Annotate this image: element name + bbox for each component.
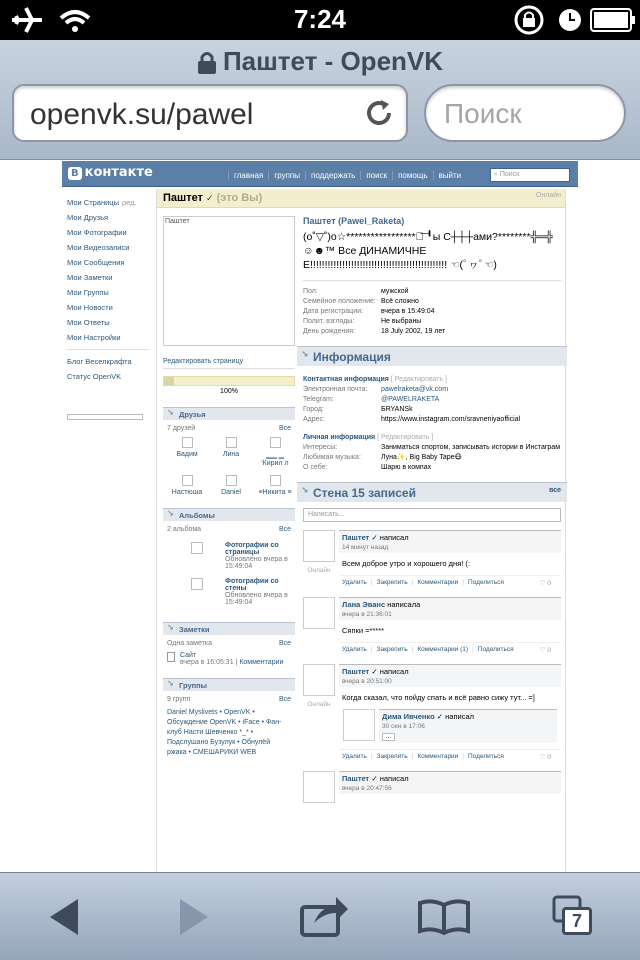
progress-text: 100% xyxy=(220,388,238,395)
url-text[interactable]: openvk.su/pawel xyxy=(30,98,254,131)
nav-support[interactable]: поддержать xyxy=(305,171,360,180)
album-item[interactable]: Фотографии со стены Обновлено вчера в 15:49:04 xyxy=(163,574,295,610)
wall-post: Онлайн Паштет ✓ написал 14 минут назад Всем доброе утро и хорошего дня! (: Удалить | Закрепить | Комментарии | Поделиться ♡ 0 xyxy=(303,530,561,589)
menu-friends[interactable]: Мои Друзья xyxy=(67,213,109,222)
search-icon: ⌕ xyxy=(494,171,500,178)
edit-page-link[interactable]: Редактировать страницу xyxy=(163,358,295,369)
comments-button[interactable]: Комментарии (1) xyxy=(417,646,469,653)
groups-all-link[interactable]: Все xyxy=(278,696,291,703)
email-link[interactable]: pawelraketa@vk.com xyxy=(381,386,449,393)
friends-header[interactable]: ↘ Друзья xyxy=(163,407,295,420)
menu-widget xyxy=(67,414,143,420)
vk-header xyxy=(62,161,578,187)
web-viewport xyxy=(0,161,640,872)
wall-post: Онлайн Паштет ✓ написал вчера в 20:51:00 Когда сказал, что пойду спать и всё равно сижу тут... =] Дима Ивченко ✓ написал 30 сен в 17:06 ... Удалить | Закрепить | Комментарии | Поделиться ♡ 0 xyxy=(303,664,561,763)
bookmarks-icon[interactable] xyxy=(418,899,470,935)
you-label: (это Вы) xyxy=(216,192,263,204)
vk-search-input[interactable]: ⌕ Поиск xyxy=(490,168,570,182)
profile-content xyxy=(156,189,566,872)
friend-item[interactable]: Вадим xyxy=(167,437,207,467)
delete-button[interactable]: Удалить xyxy=(342,579,367,586)
post-author[interactable]: Лана Эванс xyxy=(342,600,386,609)
like-button[interactable]: ♡ 0 xyxy=(539,580,551,587)
personal-edit-link[interactable]: [ Редактировать ] xyxy=(377,434,434,441)
side-menu xyxy=(67,195,149,420)
profile-name: Паштет xyxy=(163,192,203,204)
address-bar[interactable] xyxy=(12,84,408,142)
comments-button[interactable]: Комментарии xyxy=(417,579,459,586)
post-text: Когда сказал, что пойду спать и всё равно сижу тут... =] xyxy=(342,693,535,702)
search-field[interactable] xyxy=(424,84,626,142)
browser-toolbar xyxy=(0,872,640,960)
post-author[interactable]: Паштет xyxy=(342,533,370,542)
menu-photos[interactable]: Мои Фотографии xyxy=(67,228,127,237)
wall-post: Лана Эванс написала вчера в 21:36:01 Сяпки =***** Удалить | Закрепить | Комментарии (1) | Поделиться ♡ 0 xyxy=(303,597,561,656)
menu-my-page[interactable]: Мои Страницы ред. xyxy=(67,198,137,207)
menu-edit-link[interactable]: ред. xyxy=(122,198,137,207)
contact-info-title: Контактная информация [ Редактировать ] xyxy=(303,376,447,383)
share-button[interactable]: Поделиться xyxy=(468,579,504,586)
note-comments-link[interactable]: Комментарии xyxy=(239,659,284,666)
groups-header[interactable]: ↘ Группы xyxy=(163,678,295,691)
friend-item[interactable]: Лина xyxy=(211,437,251,467)
menu-replies[interactable]: Мои Ответы xyxy=(67,318,110,327)
wall-header[interactable]: ↘ Стена 15 записей все xyxy=(297,482,567,502)
online-status: Онлайн xyxy=(535,192,561,199)
post-avatar[interactable] xyxy=(303,597,335,629)
info-header[interactable]: ↘ Информация xyxy=(297,346,567,366)
menu-news[interactable]: Мои Новости xyxy=(67,303,113,312)
left-column xyxy=(163,216,295,758)
friend-item[interactable]: Daniel xyxy=(211,475,251,496)
post-actions: Удалить | Закрепить | Комментарии | Поделиться ♡ 0 xyxy=(339,749,561,763)
profile-progress xyxy=(163,376,295,386)
repost-avatar[interactable] xyxy=(343,709,375,741)
wall-post: Паштет ✓ написал вчера в 20:47:56 xyxy=(303,771,561,803)
groups-block xyxy=(163,678,295,758)
post-actions: Удалить | Закрепить | Комментарии (1) | Поделиться ♡ 0 xyxy=(339,642,561,656)
profile-name-bar xyxy=(157,189,565,208)
share-icon[interactable] xyxy=(300,893,350,939)
friend-avatar xyxy=(270,475,281,486)
comments-button[interactable]: Комментарии xyxy=(417,753,459,760)
share-button[interactable]: Поделиться xyxy=(477,646,514,653)
groups-list[interactable]: Daniel Myslivets • OpenVK • Обсуждение OpenVK • iFace • Фан- клуб Насти Шевченко *_* • Подслушано Бузулук • Обнулёй ржака • СМЕШАРИКИ WEB xyxy=(167,709,282,756)
expand-button[interactable]: ... xyxy=(382,733,395,741)
groups-count: 9 групп xyxy=(167,696,191,703)
albums-all-link[interactable]: Все xyxy=(278,526,291,533)
clock: 7:24 xyxy=(293,4,347,34)
albums-header[interactable]: ↘ Альбомы xyxy=(163,508,295,521)
forward-icon[interactable] xyxy=(176,897,212,937)
albums-count: 2 альбома xyxy=(167,526,202,533)
battery-icon xyxy=(590,8,636,32)
menu-divider xyxy=(67,349,149,350)
personal-info-title: Личная информация [ Редактировать ] xyxy=(303,434,434,441)
reposted-post: Дима Ивченко ✓ написал 30 сен в 17:06 ... xyxy=(343,709,557,743)
search-placeholder: Поиск xyxy=(444,98,522,129)
nav-logout[interactable]: выйти xyxy=(433,171,467,180)
notes-count: Одна заметка xyxy=(167,640,212,647)
menu-notes[interactable]: Мои Заметки xyxy=(67,273,113,282)
friends-grid xyxy=(163,437,295,496)
repost-author[interactable]: Дима Ивченко xyxy=(382,712,435,721)
rotation-lock-icon xyxy=(512,4,546,36)
friend-avatar xyxy=(182,475,193,486)
notes-header[interactable]: ↘ Заметки xyxy=(163,622,295,635)
avatar[interactable]: Паштет xyxy=(163,216,295,346)
delete-button[interactable]: Удалить xyxy=(342,753,367,760)
menu-settings[interactable]: Мои Настройки xyxy=(67,333,121,342)
post-text: Всем доброе утро и хорошего дня! (: xyxy=(342,559,471,568)
album-cover xyxy=(191,542,203,554)
friend-avatar xyxy=(226,437,237,448)
wall-post-input[interactable]: Написать... xyxy=(303,508,561,522)
telegram-link[interactable]: @PAWELRAKETA xyxy=(381,396,440,403)
verified-icon: ✓ xyxy=(206,193,214,203)
post-avatar[interactable] xyxy=(303,771,335,803)
post-author[interactable]: Паштет xyxy=(342,774,370,783)
friend-avatar xyxy=(226,475,237,486)
post-text: Сяпки =***** xyxy=(342,626,385,635)
pin-button[interactable]: Закрепить xyxy=(376,579,408,586)
album-item[interactable]: Фотографии со страницы Обновлено вчера в 15:49:04 xyxy=(163,538,295,574)
pin-button[interactable]: Закрепить xyxy=(376,753,408,760)
friend-item[interactable]: Настюша xyxy=(167,475,207,496)
pin-button[interactable]: Закрепить xyxy=(376,646,408,653)
post-avatar[interactable]: Онлайн xyxy=(303,530,335,562)
menu-videos[interactable]: Мои Видеозаписи xyxy=(67,243,130,252)
reload-icon[interactable] xyxy=(364,98,394,128)
menu-messages[interactable]: Мои Сообщения xyxy=(67,258,125,267)
menu-status[interactable]: Статус OpenVK xyxy=(67,372,122,381)
notes-all-link[interactable]: Все xyxy=(278,640,291,647)
friends-all-link[interactable]: Все xyxy=(278,425,291,432)
progress-fill xyxy=(164,377,174,385)
top-nav xyxy=(228,171,466,180)
friend-avatar xyxy=(270,437,281,448)
post-author[interactable]: Паштет xyxy=(342,667,370,676)
tabs-count: 7 xyxy=(562,907,592,935)
nav-home[interactable]: главная xyxy=(228,171,268,180)
profile-status[interactable]: (o˚▽˚)o☆*****************ツ͞ ╹ы C┼┼┼ами?********╬═╬ ☺☻™ Все ДИНАМИЧНЕЕ!!!!!!!!!!!!!!!!!!!!!!!!!!!!!!!!!!!!!!!!!!!!!!! ☜(ﾟヮﾟ☜) xyxy=(303,231,553,271)
friend-item[interactable]: ▁▁ ▁ ⁱКирил л xyxy=(255,437,295,467)
friend-item[interactable]: ≡Никита ≡ xyxy=(255,475,295,496)
wall-all-link[interactable]: все xyxy=(549,487,561,494)
album-cover xyxy=(191,578,203,590)
profile-full-name: Паштет (Pawel_Raketa) xyxy=(303,216,405,226)
status-bar xyxy=(0,0,640,40)
page-title: Паштет - OpenVK xyxy=(0,46,640,77)
friends-count: 7 друзей xyxy=(167,425,196,432)
tabs-button[interactable] xyxy=(552,895,592,935)
back-icon[interactable] xyxy=(46,897,82,937)
note-item[interactable]: Сайт вчера в 16:05:31 | Комментарии xyxy=(163,652,295,666)
menu-blog[interactable]: Блог Веселкрафта xyxy=(67,357,132,366)
delete-button[interactable]: Удалить xyxy=(342,646,367,653)
alarm-icon xyxy=(556,6,584,34)
albums-block xyxy=(163,508,295,610)
vk-logo[interactable]: В контакте xyxy=(68,165,153,180)
contact-edit-link[interactable]: [ Редактировать ] xyxy=(390,376,447,383)
like-button[interactable]: ♡ 0 xyxy=(539,647,551,654)
post-actions: Удалить | Закрепить | Комментарии | Поделиться ♡ 0 xyxy=(339,575,561,589)
nav-search[interactable]: поиск xyxy=(360,171,392,180)
nav-groups[interactable]: группы xyxy=(268,171,305,180)
basic-info: Пол: мужской Семейное положение: Всё сложно Дата регистрации: вчера в 15:49:04 Полит. взгляды: Не выбраны День рождения: 18 July 2002, 19 лет xyxy=(303,280,561,336)
friends-block xyxy=(163,407,295,496)
nav-help[interactable]: помощь xyxy=(392,171,432,180)
browser-chrome xyxy=(0,40,640,160)
notes-block xyxy=(163,622,295,666)
note-icon xyxy=(167,652,175,662)
post-avatar[interactable]: Онлайн xyxy=(303,664,335,696)
share-button[interactable]: Поделиться xyxy=(468,753,504,760)
like-button[interactable]: ♡ 0 xyxy=(539,754,551,761)
lock-icon xyxy=(197,51,217,75)
right-column: Паштет (Pawel_Raketa) (o˚▽˚)o☆*****************ツ͞ ╹ы C┼┼┼ами?********╬═╬ ☺☻™ Все ДИНАМИЧНЕЕ!!!!!!!!!!!!!!!!!!!!!!!!!!!!!!!!!!!!!!!!!!!!!!! ☜(ﾟヮﾟ☜) Пол: мужской Семейное положение: Всё сложно Дата регистрации: вчера в 15:49:04 Полит. взгляды: Не выбраны День рождения: 18 July 2002, 19 лет ↘ Информация Контактная информация [ Редактировать ] Электронная почта: pawelraketa@vk.com Telegram: @PAWELRAKETA Город: БRYANSk Адрес: https://www.instagram.com/sravneniyaofficial Личная информация [ Редактировать ] Интересы: Заниматься спортом, записывать истории в Инстаграм Любимая музыка: Луна✨, Big Baby Tape😷 О себе: Шарю в компах ↘ Стена 15 записей все Написать... Онлайн Паштет ✓ написал 14 минут назад Всем доброе утро и хорошего дня! (: Удалить | Закрепить | Комментарии | Поделиться ♡ 0 Лана Эванс написала вчера в 21:36:01 Сяпки =***** Удалить | Закрепить | Комментарии (1) | Поделиться ♡ 0 Онлайн Паштет ✓ написал вчера в 20:51:00 Когда сказал, что пойду спать и всё равно сижу тут... =] Дима Ивченко ✓ написал 30 сен в 17:06 ... Удалить | Закрепить | Комментарии | Поделиться ♡ 0 Паштет ✓ написал вчера в 20:47:56 xyxy=(303,216,561,803)
friend-avatar xyxy=(182,437,193,448)
menu-groups[interactable]: Мои Группы xyxy=(67,288,109,297)
